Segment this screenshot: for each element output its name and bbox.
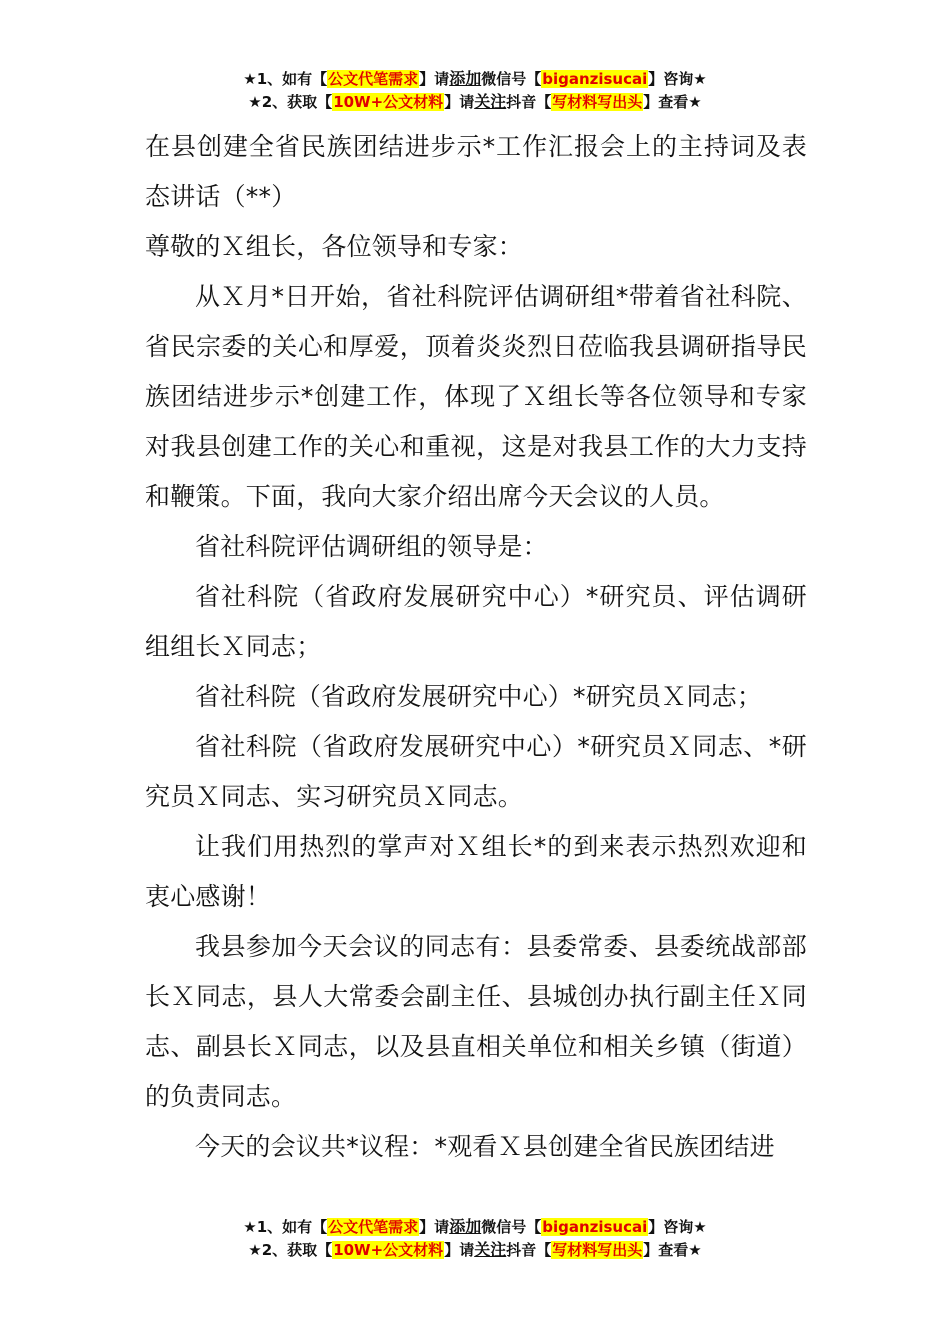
paragraph: 让我们用热烈的掌声对Ｘ组长*的到来表示热烈欢迎和衷心感谢！ (145, 832, 807, 911)
banner-text: ★2、获取【 (248, 93, 333, 111)
highlight-douyin: 写材料写出头 (552, 93, 643, 111)
banner-text: 微信号【 (481, 70, 542, 88)
highlight-service: 公文代笔需求 (328, 70, 419, 88)
highlight-douyin: 写材料写出头 (552, 1241, 643, 1259)
underlined-text: 关注 (474, 1240, 507, 1259)
paragraph: 今天的会议共*议程：*观看Ｘ县创建全省民族团结进 (195, 1132, 775, 1161)
banner-text: ★1、如有【 (243, 1218, 328, 1236)
banner-text: 】查看★ (643, 93, 702, 111)
banner-line-1 (0, 68, 950, 91)
underlined-text: 添加 (449, 1217, 482, 1236)
banner-text: ★1、如有【 (243, 70, 328, 88)
header-banner (0, 68, 950, 114)
highlight-wechat-id: biganzisucai (542, 1218, 648, 1236)
banner-line-2 (0, 91, 950, 114)
banner-text: 】咨询★ (648, 1218, 707, 1236)
banner-text: 】请 (419, 1218, 450, 1236)
document-title: 在县创建全省民族团结进步示*工作汇报会上的主持词及表态讲话（**） (145, 132, 807, 211)
banner-text: 微信号【 (481, 1218, 542, 1236)
banner-line-2 (0, 1239, 950, 1262)
banner-text: 抖音【 (506, 93, 552, 111)
banner-text: 】请 (444, 93, 475, 111)
highlight-service: 公文代笔需求 (328, 1218, 419, 1236)
highlight-materials: 10W+公文材料 (333, 1241, 444, 1259)
underlined-text: 关注 (474, 92, 507, 111)
document-body (145, 122, 807, 1172)
paragraph: 省社科院（省政府发展研究中心）*研究员Ｘ同志、*研究员Ｘ同志、实习研究员Ｘ同志。 (145, 732, 807, 811)
highlight-wechat-id: biganzisucai (542, 70, 648, 88)
banner-text: 】请 (419, 70, 450, 88)
banner-line-1 (0, 1216, 950, 1239)
paragraph: 省社科院（省政府发展研究中心）*研究员、评估调研组组长Ｘ同志； (145, 582, 807, 661)
banner-text: ★2、获取【 (248, 1241, 333, 1259)
banner-text: 】查看★ (643, 1241, 702, 1259)
highlight-materials: 10W+公文材料 (333, 93, 444, 111)
paragraph: 省社科院（省政府发展研究中心）*研究员Ｘ同志； (195, 682, 763, 711)
underlined-text: 添加 (449, 69, 482, 88)
salutation: 尊敬的Ｘ组长，各位领导和专家： (145, 232, 524, 261)
banner-text: 抖音【 (506, 1241, 552, 1259)
footer-banner (0, 1216, 950, 1262)
paragraph: 省社科院评估调研组的领导是： (195, 532, 548, 561)
paragraph: 从Ｘ月*日开始，省社科院评估调研组*带着省社科院、省民宗委的关心和厚爱，顶着炎炎烈日莅临我县调研指导民族团结进步示*创建工作，体现了Ｘ组长等各位领导和专家对我县创建工作的关心和重视，这是对我县工作的大力支持和鞭策。下面，我向大家介绍出席今天会议的人员。 (145, 282, 807, 511)
banner-text: 】咨询★ (648, 70, 707, 88)
banner-text: 】请 (444, 1241, 475, 1259)
paragraph: 我县参加今天会议的同志有：县委常委、县委统战部部长Ｘ同志，县人大常委会副主任、县城创办执行副主任Ｘ同志、副县长Ｘ同志，以及县直相关单位和相关乡镇（街道）的负责同志。 (145, 932, 807, 1111)
